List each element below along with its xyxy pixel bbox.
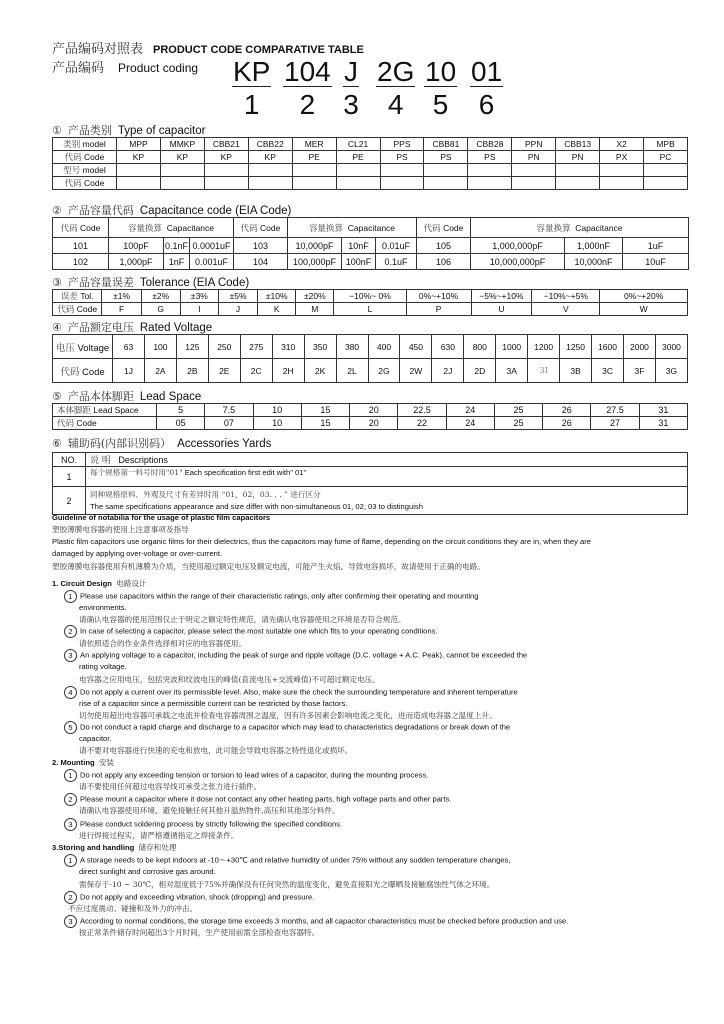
code-segment: [376, 58, 415, 119]
empty-cell: [600, 177, 644, 190]
code-cell: 20: [350, 417, 398, 430]
code-cell: 3G: [655, 359, 687, 383]
empty-cell: [204, 164, 248, 177]
code-cell: L: [334, 303, 406, 316]
row-label: 代码 Code: [53, 151, 117, 164]
code-cell: PE: [336, 151, 380, 164]
tolerance-cell: −10%~+5%: [532, 290, 600, 303]
tolerance-cell: 0%~+20%: [600, 290, 688, 303]
value-nf: 0.1nF: [164, 238, 190, 254]
section-title-en: Capacitance code (EIA Code): [139, 205, 292, 217]
code-cell: 05: [157, 417, 205, 430]
code-cell: K: [258, 303, 296, 316]
segment-index: 6: [478, 89, 495, 120]
empty-cell: [336, 177, 380, 190]
model-cell: CBB28: [468, 138, 512, 151]
code-cell: 31: [639, 417, 687, 430]
code-cell: 2W: [400, 359, 432, 383]
code-cell: I: [180, 303, 218, 316]
capacitance-row: [53, 254, 689, 270]
storing-item: 3 According to normal conditions, the storage time exceeds 3 months, and all capacitor characteristics must be checked before production and use.: [64, 915, 704, 928]
model-cell: X2: [600, 138, 644, 151]
code-cell: KP: [117, 151, 161, 164]
code-cell: 2A: [144, 359, 176, 383]
value-uf: 0.1uF: [376, 254, 417, 270]
lead-space-cell: 24: [446, 404, 494, 417]
eia-code: 104: [234, 254, 288, 270]
code-cell: PC: [644, 151, 688, 164]
circuit-item: 2 In case of selecting a capacitor, please select the most suitable one which fits to your operating conditions.: [64, 625, 704, 638]
lead-space-row: [53, 404, 688, 417]
circuit-item-en-cont: rise of a capacitor since a permissible current can be restricted by those factors.: [79, 699, 348, 708]
row-number: 2: [53, 487, 86, 515]
empty-cell: [380, 164, 424, 177]
code-cell: PS: [424, 151, 468, 164]
capacitance-table: [52, 217, 689, 270]
tolerance-row: [53, 290, 688, 303]
voltage-cell: 100: [144, 335, 176, 359]
empty-cell: [556, 177, 600, 190]
section-heading-capacitance: [52, 202, 291, 218]
voltage-row: [53, 335, 688, 359]
code-header: 代码 Code: [234, 218, 288, 238]
storing-item: 1 A storage needs to be kept indoors at -10～+30℃ and relative humidity of under 75% without any sudden temperature changes,: [64, 854, 704, 867]
segment-index: 2: [299, 89, 316, 120]
segment-code: KP: [233, 56, 271, 87]
eia-code: 103: [234, 238, 288, 254]
section-title-cn: 产品类别: [67, 124, 112, 137]
value-pf: 10,000pF: [288, 238, 342, 254]
lead-space-cell: 20: [350, 404, 398, 417]
section-marker: ⑤: [52, 390, 62, 403]
code-cell: 3A: [496, 359, 528, 383]
section-heading-tolerance: [52, 274, 249, 290]
row-description: 每个规格第一料号时用"01" Each specification first edit with" 01": [86, 467, 688, 487]
segment-index: 4: [387, 89, 404, 120]
model-cell: MPP: [117, 138, 161, 151]
code-cell: 3I: [528, 359, 560, 383]
code-cell: 2K: [304, 359, 336, 383]
row-label: 代码 Code: [53, 177, 117, 190]
voltage-cell: 630: [432, 335, 464, 359]
section-title-cn: 产品本体脚距: [67, 390, 134, 403]
section-title-en: Tolerance (EIA Code): [139, 277, 250, 289]
segment-code: 104: [284, 56, 331, 87]
model-cell: PPS: [380, 138, 424, 151]
code-cell: P: [406, 303, 471, 316]
voltage-cell: 310: [272, 335, 304, 359]
descriptions-header: 说 明 Descriptions: [86, 453, 688, 467]
voltage-cell: 250: [208, 335, 240, 359]
accessories-table: [52, 452, 688, 515]
section-title-cn: 产品容量误差: [67, 276, 134, 289]
mounting-item-cn: 请不要使用任何超过电容导线可承受之张力进行插件。: [79, 782, 262, 791]
lead-space-cell: 25: [494, 404, 542, 417]
empty-cell: [600, 164, 644, 177]
voltage-cell: 800: [464, 335, 496, 359]
row-label: 代码 Code: [53, 417, 157, 430]
row-label: 类别 model: [53, 138, 117, 151]
value-uf: 0.0001uF: [190, 238, 234, 254]
row-number: 1: [53, 467, 86, 487]
type-row: [53, 138, 688, 151]
code-header: 代码 Code: [417, 218, 471, 238]
code-cell: 1J: [113, 359, 145, 383]
lead-space-cell: 31: [639, 404, 687, 417]
section-marker: ④: [52, 321, 62, 334]
segment-code: 10: [425, 56, 457, 87]
circuit-item: 3 An applying voltage to a capacitor, including the peak of surge and ripple voltage (D.C. voltage + A.C. Peak), cannot be exceeded the: [64, 649, 704, 662]
code-cell: 2D: [464, 359, 496, 383]
circuit-item-cn: 请确认电容器的使用范围仅止于明定之额定特性规范，请先确认电容器使用之环境是否符合规范。: [79, 615, 406, 624]
code-cell: 2L: [336, 359, 368, 383]
tolerance-cell: ±1%: [102, 290, 141, 303]
code-cell: 2G: [368, 359, 400, 383]
capacitance-row: [53, 238, 689, 254]
empty-cell: [644, 177, 688, 190]
code-cell: 3C: [592, 359, 624, 383]
model-cell: CBB81: [424, 138, 468, 151]
section-title-en: Accessories Yards: [177, 438, 272, 450]
circuit-item: 4 Do not apply a current over its permissible level. Also, make sure the check the surrounding temperature and inherent temperature: [64, 686, 704, 699]
section-title-cn: 产品额定电压: [67, 321, 134, 334]
code-cell: KP: [160, 151, 204, 164]
voltage-cell: 1000: [496, 335, 528, 359]
tolerance-cell: ±2%: [141, 290, 180, 303]
code-cell: 15: [301, 417, 349, 430]
code-cell: 3B: [560, 359, 592, 383]
voltage-cell: 63: [113, 335, 145, 359]
section-marker: ⑥: [52, 437, 62, 450]
eia-code: 102: [53, 254, 109, 270]
value-nf: 100nF: [342, 254, 376, 270]
lead-space-cell: 15: [301, 404, 349, 417]
section-heading-lead-space: [52, 388, 201, 404]
tolerance-cell: −5%~+10%: [471, 290, 532, 303]
section-title-cn: 产品容量代码: [67, 204, 134, 217]
circuit-item-cn: 请不要对电容器进行快速的充电和放电，此可能会导致电容器之特性退化或损坏。: [79, 746, 353, 755]
capacitance-header: 容量换算 Capacitance: [471, 218, 689, 238]
code-cell: 27: [591, 417, 639, 430]
tolerance-row: [53, 303, 688, 316]
lead-space-cell: 22.5: [398, 404, 446, 417]
value-pf: 1,000,000pF: [471, 238, 565, 254]
code-cell: PN: [556, 151, 600, 164]
document-title: [52, 38, 364, 57]
tolerance-cell: ±20%: [296, 290, 334, 303]
type-row: [53, 177, 688, 190]
mounting-item: 1 Do not apply any exceeding tension or torsion to lead wires of a capacitor, during the mounting process.: [64, 769, 704, 782]
capacitance-header: 容量换算 Capacitance: [109, 218, 234, 238]
segment-index: 3: [343, 89, 359, 120]
empty-cell: [160, 177, 204, 190]
code-cell: 07: [205, 417, 253, 430]
section-marker: ③: [52, 276, 62, 289]
row-label: 误差 Tol.: [53, 290, 102, 303]
empty-cell: [336, 164, 380, 177]
circuit-item-cn: 请依照适合的作业条件选择相对应的电容器使用。: [79, 639, 247, 648]
lead-space-cell: 26: [543, 404, 591, 417]
code-cell: PX: [600, 151, 644, 164]
code-cell: 2B: [176, 359, 208, 383]
voltage-cell: 3000: [655, 335, 687, 359]
row-label: 代码 Code: [53, 359, 113, 383]
empty-cell: [556, 164, 600, 177]
code-cell: 3F: [624, 359, 656, 383]
code-cell: W: [600, 303, 688, 316]
storing-item-cn: 需保存于-10 ~ 30℃，相对湿度低于75%并确保没有任何突然的温度变化，避免直接阳光之曝晒及接触腐蚀性气体之环境。: [79, 880, 495, 889]
guideline-intro-en-2: damaged by applying over-voltage or over-current.: [52, 549, 223, 558]
section-title-cn: 辅助码(内部识别码）: [67, 437, 172, 450]
section-marker: ②: [52, 204, 62, 217]
lead-space-cell: 5: [157, 404, 205, 417]
value-nf: 10nF: [342, 238, 376, 254]
voltage-cell: 1600: [592, 335, 624, 359]
section-heading-accessories: [52, 435, 271, 451]
code-cell: 2C: [240, 359, 272, 383]
lead-space-table: [52, 403, 688, 430]
empty-cell: [512, 164, 556, 177]
value-uf: 10uF: [623, 254, 689, 270]
product-coding-label: [52, 57, 198, 76]
empty-cell: [292, 177, 336, 190]
lead-space-cell: 7.5: [205, 404, 253, 417]
empty-cell: [160, 164, 204, 177]
empty-cell: [468, 177, 512, 190]
code-segment: [343, 58, 359, 119]
code-cell: 25: [494, 417, 542, 430]
storing-item-cn: 按正常条件储存时间超出3个月时间，生产使用前需全部检查电容器特。: [79, 928, 320, 937]
storing-item: 2 Do not apply and exceeding vibration, shock (dropping) and pressure.: [64, 891, 704, 904]
voltage-cell: 400: [368, 335, 400, 359]
row-description: 同种规格原料、外观及尺寸有差异时用 “01，02，03. . . ” 进行区分 The same specifications appearance and size differ with non-simultaneous 01, 02, 03 to distinguish: [86, 487, 688, 515]
empty-cell: [117, 164, 161, 177]
row-label: 型号 model: [53, 164, 117, 177]
model-cell: CBB13: [556, 138, 600, 151]
empty-cell: [512, 177, 556, 190]
capacitance-header: 容量换算 Capacitance: [288, 218, 417, 238]
voltage-cell: 1200: [528, 335, 560, 359]
code-cell: 10: [253, 417, 301, 430]
value-nf: 1nF: [164, 254, 190, 270]
row-label: 本体脚距 Lead Space: [53, 404, 157, 417]
model-cell: MMKP: [160, 138, 204, 151]
value-pf: 100pF: [109, 238, 164, 254]
model-cell: MPB: [644, 138, 688, 151]
circuit-design-heading: 1. Circuit Design 电路设计: [52, 579, 147, 588]
voltage-cell: 350: [304, 335, 336, 359]
code-cell: KP: [248, 151, 292, 164]
voltage-table: [52, 334, 688, 383]
voltage-cell: 1250: [560, 335, 592, 359]
voltage-row: [53, 359, 688, 383]
storing-heading: 3.Storing and handling 储存和处理: [52, 843, 177, 852]
mounting-item-cn: 进行焊接过程实，请严格遵循指定之焊接条件。: [79, 831, 239, 840]
row-label: 代码 Code: [53, 303, 102, 316]
voltage-cell: 2000: [624, 335, 656, 359]
code-cell: U: [471, 303, 532, 316]
guideline-intro-cn: 塑胶薄膜电容器使用有机薄膜为介质，当使用超过额定电压及额定电流，可能产生火焰，导致电容损坏，故请使用于正确的电路。: [52, 562, 485, 571]
tolerance-table: [52, 289, 688, 316]
section-title-en: Lead Space: [139, 391, 202, 403]
voltage-cell: 450: [400, 335, 432, 359]
lead-space-cell: 10: [253, 404, 301, 417]
empty-cell: [248, 164, 292, 177]
tolerance-cell: ±3%: [180, 290, 218, 303]
eia-code: 106: [417, 254, 471, 270]
mounting-item: 3 Please conduct soldering process by strictly following the specified conditions.: [64, 818, 704, 831]
empty-cell: [468, 164, 512, 177]
value-uf: 0.001uF: [190, 254, 234, 270]
value-nf: 10,000nF: [565, 254, 623, 270]
tolerance-cell: ±10%: [258, 290, 296, 303]
value-pf: 1,000pF: [109, 254, 164, 270]
circuit-item-en-cont: rating voltage.: [79, 662, 127, 671]
code-cell: J: [218, 303, 257, 316]
empty-cell: [424, 177, 468, 190]
circuit-item-en-cont: capacitor.: [79, 734, 112, 743]
tolerance-cell: −10%~ 0%: [334, 290, 406, 303]
guideline-intro-en-1: Plastic film capacitors use organic films for their dielectrics, thus the capacitors may fume of flame, depending on the circuit conditions they are in, when they are: [52, 537, 591, 546]
type-table: [52, 137, 688, 190]
value-pf: 10,000,000pF: [471, 254, 565, 270]
code-header: 代码 Code: [53, 218, 109, 238]
accessories-row: [53, 467, 688, 487]
value-nf: 1,000nF: [565, 238, 623, 254]
title-cn: 产品编码对照表: [52, 42, 144, 57]
no-header: NO.: [53, 453, 86, 467]
storing-item-en-cont: direct sunlight and corrosive gas around.: [79, 867, 216, 876]
code-cell: 26: [543, 417, 591, 430]
model-cell: CBB22: [248, 138, 292, 151]
empty-cell: [424, 164, 468, 177]
voltage-cell: 380: [336, 335, 368, 359]
code-cell: 24: [446, 417, 494, 430]
code-segment: [424, 58, 457, 119]
empty-cell: [204, 177, 248, 190]
code-cell: G: [141, 303, 180, 316]
model-cell: CL21: [336, 138, 380, 151]
guideline-title-en: Guideline of notabilia for the usage of plastic film capacitors: [52, 513, 271, 522]
value-uf: 0.01uF: [376, 238, 417, 254]
eia-code: 105: [417, 238, 471, 254]
value-uf: 1uF: [623, 238, 689, 254]
mounting-heading: 2. Mounting 安装: [52, 758, 115, 767]
model-cell: PPN: [512, 138, 556, 151]
section-heading-type: [52, 122, 205, 138]
section-heading-voltage: [52, 319, 212, 335]
coding-cn: 产品编码: [52, 61, 105, 76]
lead-space-cell: 27.5: [591, 404, 639, 417]
circuit-item-cn: 切勿使用超出电容器可承载之电流并检查电容器周围之温度，因有许多因素会影响电流之变化，进而造成电容器之温度上升。: [79, 711, 497, 720]
storing-item-cn: 不应过度震动、碰撞和及外力的冲击。: [68, 904, 198, 913]
tolerance-cell: 0%~+10%: [406, 290, 471, 303]
segment-index: 1: [243, 89, 260, 120]
code-cell: 2J: [432, 359, 464, 383]
segment-code: 01: [471, 56, 503, 87]
voltage-cell: 275: [240, 335, 272, 359]
section-title-en: Type of capacitor: [117, 125, 206, 137]
code-cell: PS: [380, 151, 424, 164]
empty-cell: [248, 177, 292, 190]
type-row: [53, 151, 688, 164]
empty-cell: [380, 177, 424, 190]
guideline-title-cn: 塑胶薄膜电容器的使用上注意事项及指导: [52, 525, 189, 534]
model-cell: MER: [292, 138, 336, 151]
mounting-item: 2 Please mount a capacitor where it dose not contact any other heating parts, high voltage parts and other parts.: [64, 793, 704, 806]
code-cell: 2H: [272, 359, 304, 383]
code-cell: KP: [204, 151, 248, 164]
code-cell: 22: [398, 417, 446, 430]
code-segment: [283, 58, 332, 119]
code-segment: [470, 58, 503, 119]
tolerance-cell: ±5%: [218, 290, 257, 303]
mounting-item-cn: 请确认电容器使用环境，避免接触任何其他升温热物件,高压和其他部分料件。: [79, 806, 340, 815]
code-cell: PE: [292, 151, 336, 164]
coding-en: Product coding: [118, 61, 199, 75]
model-cell: CBB21: [204, 138, 248, 151]
code-cell: PS: [468, 151, 512, 164]
voltage-cell: 125: [176, 335, 208, 359]
empty-cell: [292, 164, 336, 177]
code-cell: PN: [512, 151, 556, 164]
type-row: [53, 164, 688, 177]
eia-code: 101: [53, 238, 109, 254]
title-en: PRODUCT CODE COMPARATIVE TABLE: [153, 44, 364, 56]
segment-code: J: [344, 56, 358, 87]
circuit-item: 5 Do not conduct a rapid charge and discharge to a capacitor which may lead to characteristics degradations or break down of the: [64, 721, 704, 734]
code-cell: F: [102, 303, 141, 316]
row-label: 电压 Voltage: [53, 335, 113, 359]
empty-cell: [117, 177, 161, 190]
value-pf: 100,000pF: [288, 254, 342, 270]
code-cell: V: [532, 303, 600, 316]
section-marker: ①: [52, 124, 62, 137]
code-cell: M: [296, 303, 334, 316]
circuit-item-en-cont: environments.: [79, 603, 127, 612]
empty-cell: [644, 164, 688, 177]
segment-code: 2G: [377, 56, 415, 87]
accessories-row: [53, 487, 688, 515]
section-title-en: Rated Voltage: [139, 322, 213, 334]
lead-space-row: [53, 417, 688, 430]
code-segment: [232, 58, 271, 119]
segment-index: 5: [432, 89, 449, 120]
circuit-item-cn: 电容器之应用电压，包括突波和纹波电压的峰值(直流电压+交流峰值)不可超过额定电压。: [79, 675, 380, 684]
circuit-item: 1 Please use capacitors within the range of their characteristic ratings, only after confirming their operating and mounting: [64, 590, 704, 603]
code-cell: 2E: [208, 359, 240, 383]
